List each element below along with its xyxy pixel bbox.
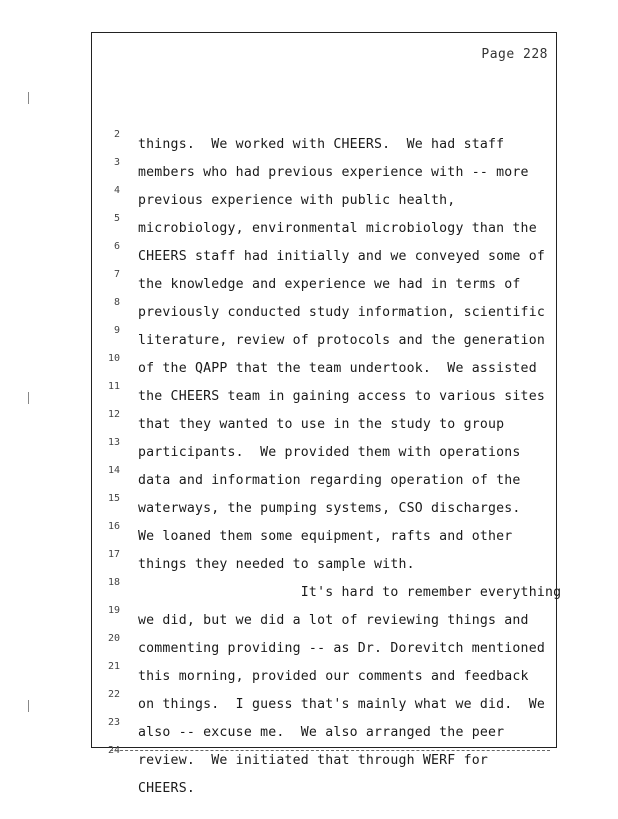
line-number: 3 xyxy=(113,157,120,168)
line-number: 14 xyxy=(107,465,120,476)
line-number: 19 xyxy=(107,605,120,616)
transcript-line xyxy=(92,739,556,796)
line-number: 23 xyxy=(107,717,120,728)
line-number: 9 xyxy=(113,325,120,336)
line-text: of the QAPP that the team undertook. We assisted xyxy=(138,361,537,376)
page-number: Page 228 xyxy=(481,47,548,62)
line-text: this morning, provided our comments and feedback xyxy=(138,669,529,684)
line-number: 7 xyxy=(113,269,120,280)
line-number: 17 xyxy=(107,549,120,560)
transcript-line xyxy=(92,235,556,292)
line-text: We loaned them some equipment, rafts and other xyxy=(138,529,513,544)
line-text: review. We initiated that through WERF for xyxy=(138,753,489,768)
line-text: the knowledge and experience we had in terms of xyxy=(138,277,521,292)
line-number: 10 xyxy=(107,353,120,364)
margin-mark xyxy=(28,392,32,404)
line-number: 8 xyxy=(113,297,120,308)
transcript-line xyxy=(92,151,556,208)
line-text: waterways, the pumping systems, CSO discharges. xyxy=(138,501,521,516)
line-number: 5 xyxy=(113,213,120,224)
line-text: things they needed to sample with. xyxy=(138,557,415,572)
transcript-line xyxy=(92,123,556,180)
transcript-line xyxy=(92,207,556,264)
transcript-line xyxy=(92,179,556,236)
line-text: literature, review of protocols and the generation xyxy=(138,333,545,348)
line-number: 4 xyxy=(113,185,120,196)
line-text: It's hard to remember everything xyxy=(138,585,562,600)
line-number: 22 xyxy=(107,689,120,700)
line-text: we did, but we did a lot of reviewing things and xyxy=(138,613,529,628)
line-text: that they wanted to use in the study to group xyxy=(138,417,505,432)
line-text: CHEERS. xyxy=(138,781,195,796)
line-number: 20 xyxy=(107,633,120,644)
margin-mark xyxy=(28,92,32,104)
line-number: 21 xyxy=(107,661,120,672)
transcript-line xyxy=(92,95,556,152)
line-text: participants. We provided them with operations xyxy=(138,445,521,460)
line-text: commenting providing -- as Dr. Dorevitch mentioned xyxy=(138,641,545,656)
line-number: 16 xyxy=(107,521,120,532)
line-text: members who had previous experience with -- more xyxy=(138,165,529,180)
line-text: microbiology, environmental microbiology than the xyxy=(138,221,537,236)
line-text: the CHEERS team in gaining access to various sites xyxy=(138,389,545,404)
line-number: 12 xyxy=(107,409,120,420)
transcript-page xyxy=(91,32,562,796)
line-text: things. We worked with CHEERS. We had staff xyxy=(138,137,505,152)
line-text: on things. I guess that's mainly what we did. We xyxy=(138,697,545,712)
bottom-rule xyxy=(110,750,550,751)
line-number: 13 xyxy=(107,437,120,448)
line-number: 11 xyxy=(107,381,120,392)
line-number: 24 xyxy=(107,745,120,756)
line-number: 15 xyxy=(107,493,120,504)
line-text: CHEERS staff had initially and we conveyed some of xyxy=(138,249,545,264)
line-text: also -- excuse me. We also arranged the peer xyxy=(138,725,505,740)
line-text: data and information regarding operation of the xyxy=(138,473,521,488)
transcript-line xyxy=(92,291,556,348)
line-number: 6 xyxy=(113,241,120,252)
line-text: previous experience with public health, xyxy=(138,193,456,208)
transcript-line xyxy=(92,263,556,320)
margin-mark xyxy=(28,700,32,712)
line-number: 18 xyxy=(107,577,120,588)
line-text: previously conducted study information, scientific xyxy=(138,305,545,320)
line-number: 2 xyxy=(113,129,120,140)
